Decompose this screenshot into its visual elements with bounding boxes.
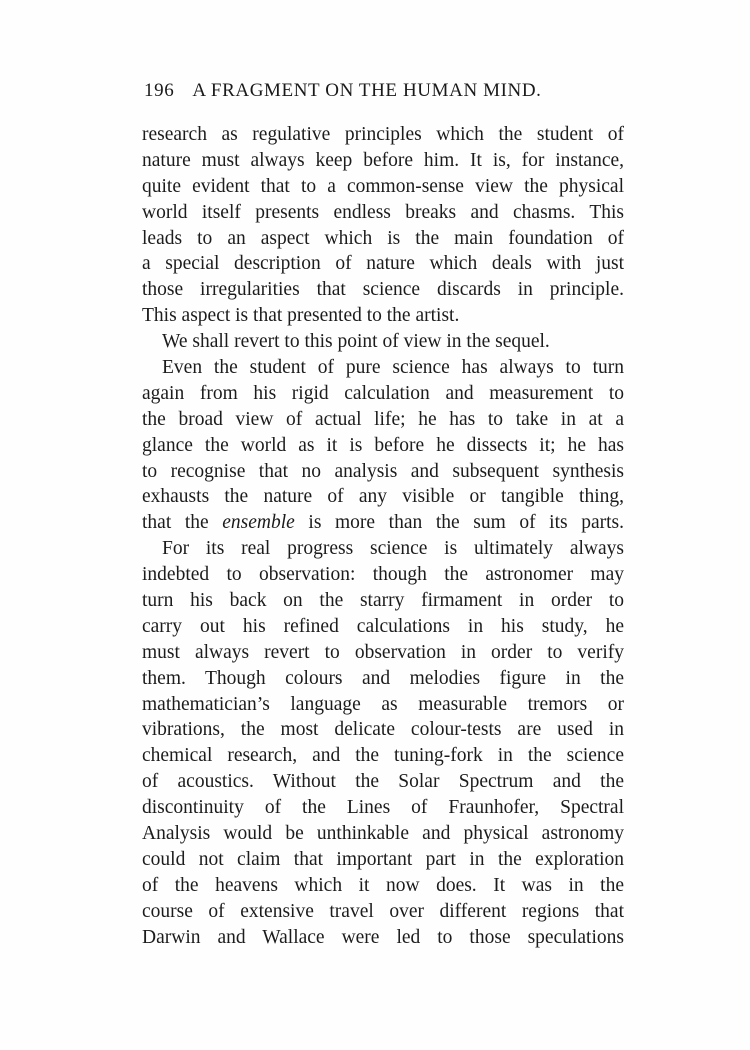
page-number: 196: [144, 80, 175, 101]
text-line: vibrations, the most delicate colour-tests are used in: [142, 719, 624, 741]
text-line: Even the student of pure science has always to turn: [162, 357, 624, 379]
text-line: could not claim that important part in the exploration: [142, 848, 624, 870]
text-line: mathematician’s language as measurable tremors or: [142, 693, 624, 715]
text-line: This aspect is that presented to the artist.: [142, 305, 460, 327]
text-line: again from his rigid calculation and measurement to: [142, 382, 624, 404]
text-line: exhausts the nature of any visible or tangible thing,: [142, 486, 624, 508]
text-line: nature must always keep before him. It is, for instance,: [142, 149, 624, 171]
text-line: the broad view of actual life; he has to take in at a: [142, 408, 624, 430]
text-line: course of extensive travel over different regions that: [142, 900, 624, 922]
text-line: glance the world as it is before he dissects it; he has: [142, 434, 624, 456]
body-text: [142, 122, 624, 951]
text-line: discontinuity of the Lines of Fraunhofer, Spectral: [142, 797, 624, 819]
running-title: A FRAGMENT ON THE HUMAN MIND.: [192, 80, 542, 101]
emphasized-word: ensemble: [222, 512, 295, 534]
text-line: to recognise that no analysis and subsequent synthesis: [142, 460, 624, 482]
text-line: them. Though colours and melodies figure in the: [142, 667, 624, 689]
text-line: turn his back on the starry firmament in order to: [142, 590, 624, 612]
text-line: For its real progress science is ultimately always: [162, 538, 624, 560]
text-segment: that the: [142, 512, 223, 534]
text-line: world itself presents endless breaks and chasms. This: [142, 201, 624, 223]
text-line: research as regulative principles which the student of: [142, 124, 624, 145]
text-line: those irregularities that science discards in principle.: [142, 279, 624, 301]
text-line: carry out his refined calculations in his study, he: [142, 615, 624, 637]
text-segment: is more than the sum of its parts.: [294, 512, 624, 534]
text-line: Analysis would be unthinkable and physical astronomy: [142, 823, 624, 845]
running-head: [144, 80, 584, 102]
text-line: [142, 510, 624, 536]
text-line: leads to an aspect which is the main foundation of: [142, 227, 624, 249]
text-line: indebted to observation: though the astronomer may: [142, 564, 624, 586]
text-line: must always revert to observation in order to verify: [142, 641, 624, 663]
text-line: We shall revert to this point of view in the sequel.: [162, 331, 550, 353]
text-line: of the heavens which it now does. It was in the: [142, 874, 624, 896]
text-line: Darwin and Wallace were led to those speculations: [142, 926, 624, 948]
text-line: of acoustics. Without the Solar Spectrum and the: [142, 771, 624, 793]
text-line: chemical research, and the tuning-fork in the science: [142, 745, 624, 767]
text-line: quite evident that to a common-sense view the physical: [142, 175, 624, 197]
text-line: a special description of nature which deals with just: [142, 253, 624, 275]
